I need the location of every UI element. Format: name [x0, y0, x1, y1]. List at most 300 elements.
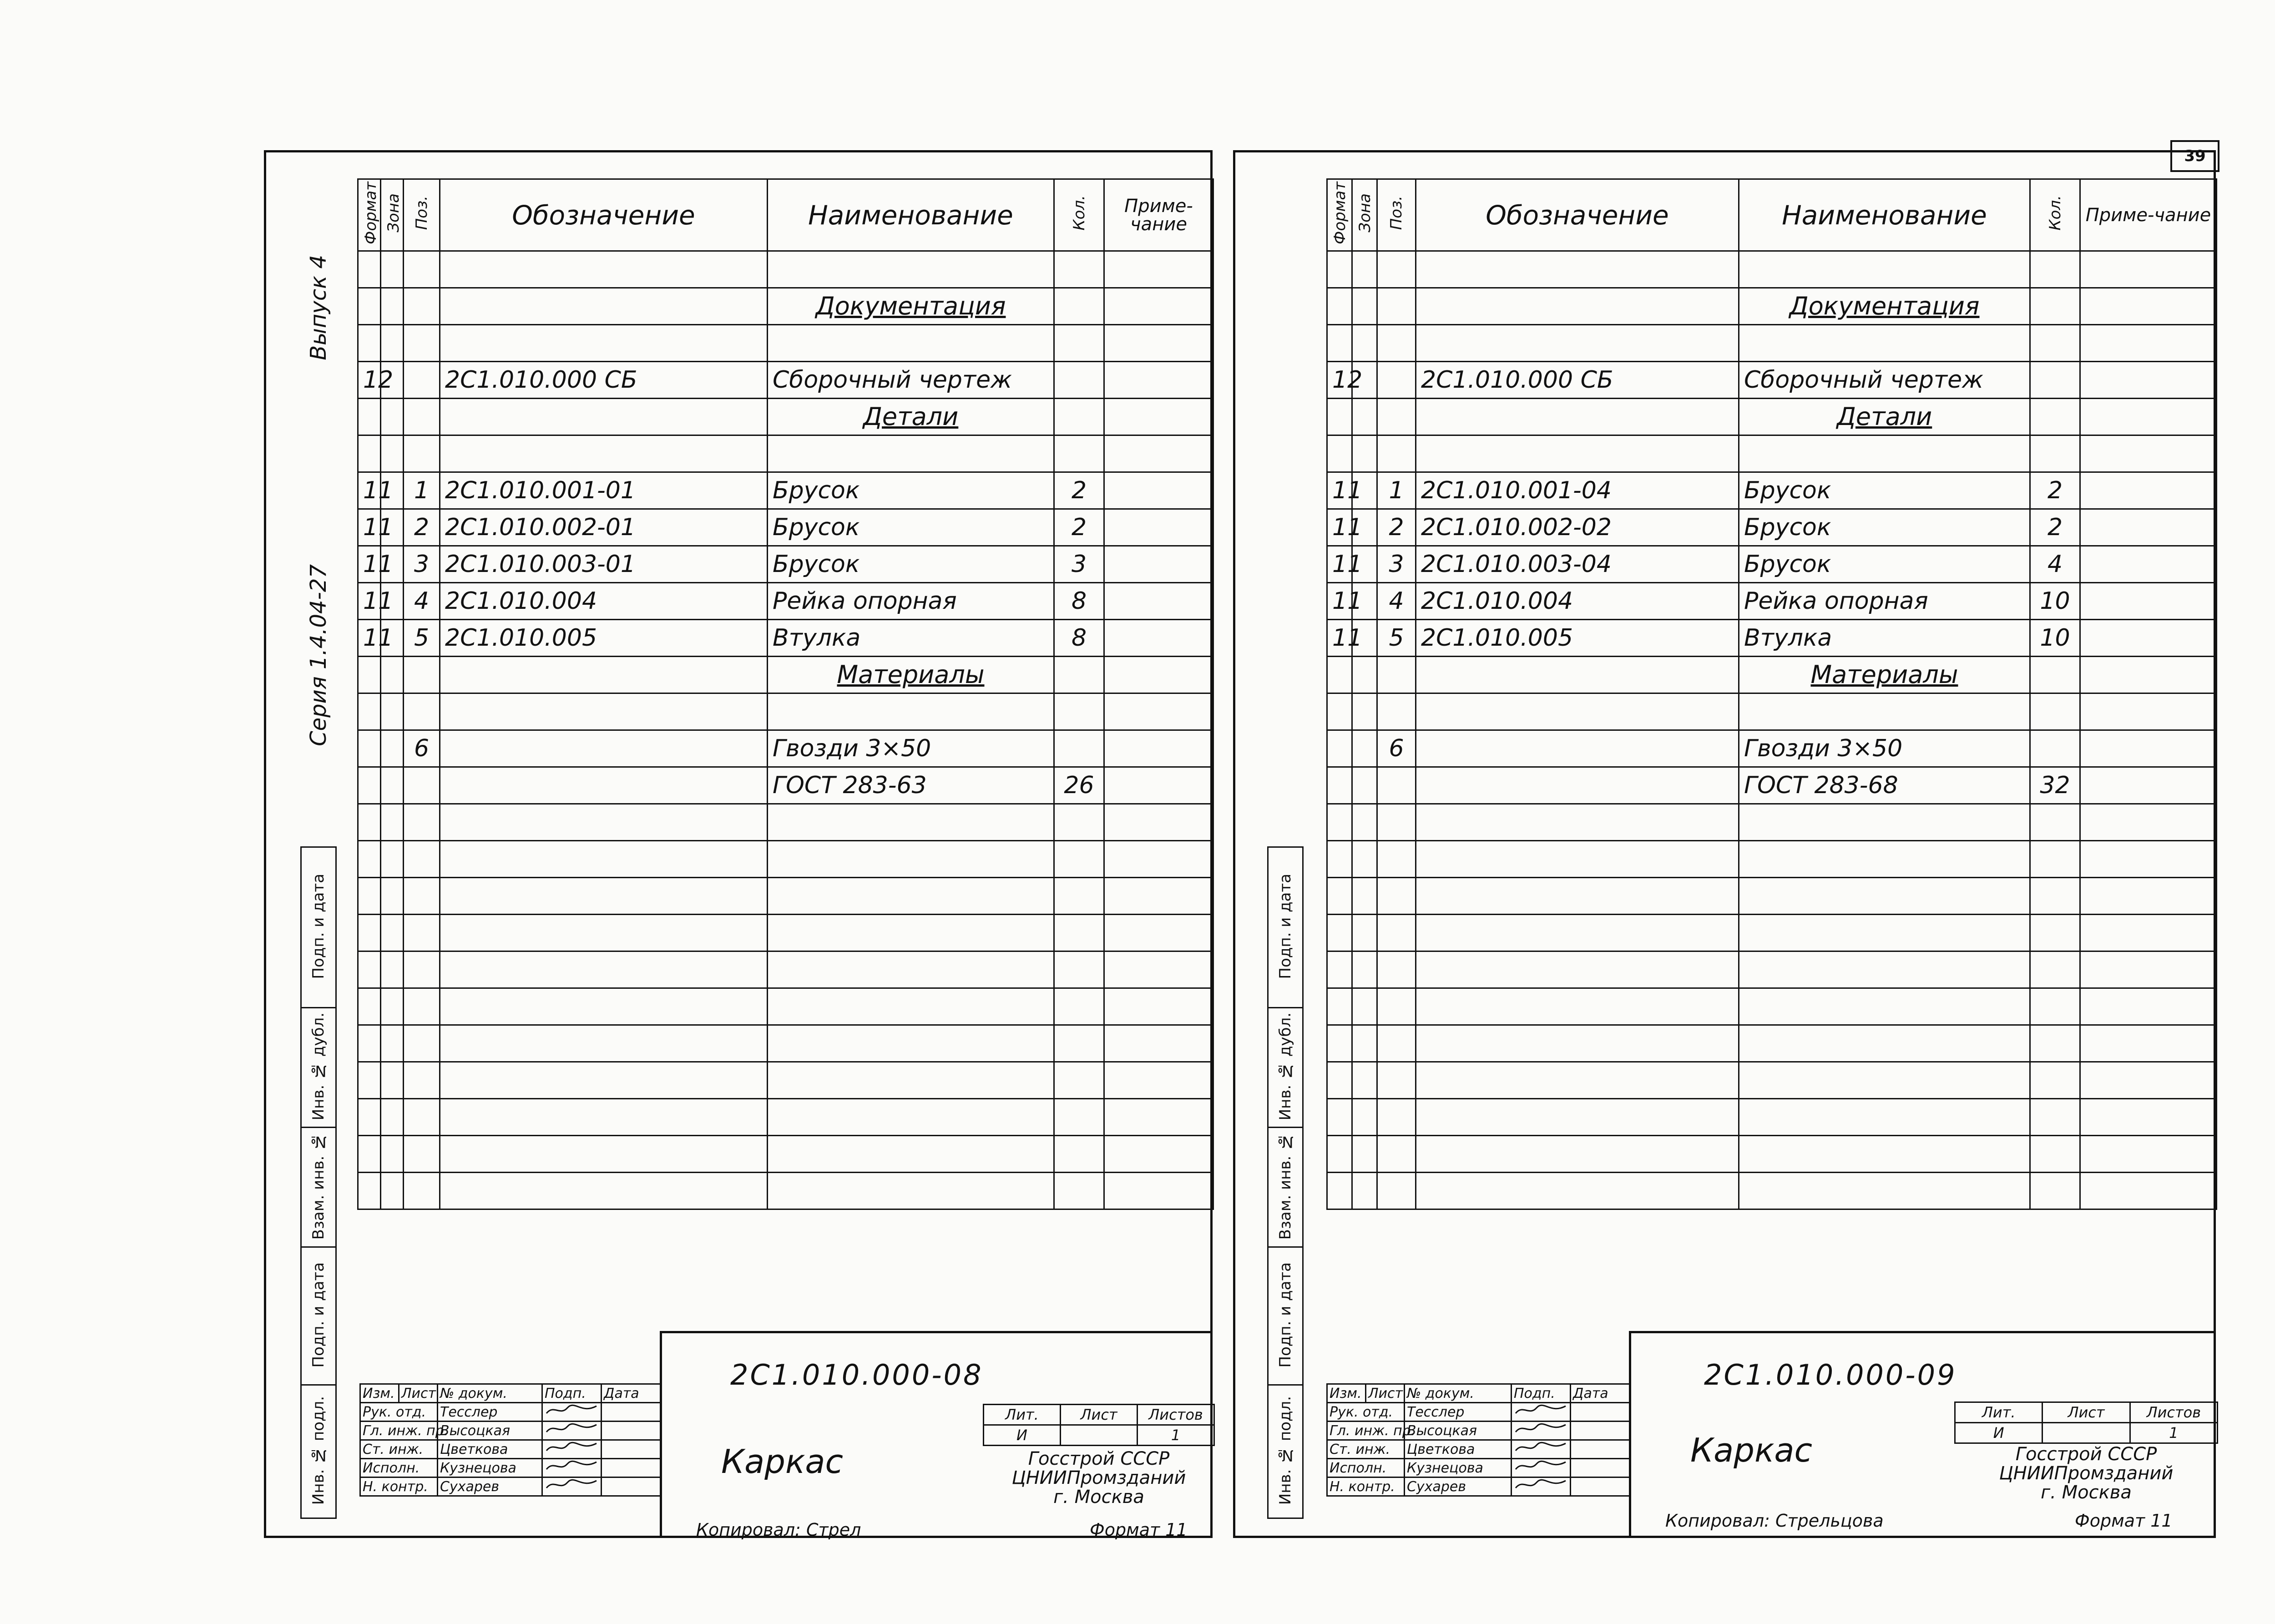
cell-fmt [1327, 1136, 1352, 1173]
cell-des [440, 1173, 768, 1209]
cell-pos: 4 [1377, 583, 1416, 620]
spec-row [1327, 509, 2217, 546]
cell-note [1104, 915, 1213, 951]
cell-qty [2030, 878, 2080, 915]
cell-des [440, 325, 768, 362]
header-zone-r: Зона [1352, 179, 1377, 251]
cell-pos: 4 [404, 583, 440, 620]
org-left: Госстрой СССР ЦНИИПромзданий г. Москва [1011, 1448, 1186, 1508]
cell-qty [2030, 1099, 2080, 1136]
spec-row [1327, 1025, 2217, 1062]
cell-pos [404, 951, 440, 988]
cell-des: 2С1.010.005 [440, 620, 768, 657]
cell-zone [381, 804, 404, 841]
cell-note [2080, 693, 2217, 730]
signature-icon [1514, 1459, 1568, 1473]
cell-name [768, 693, 1054, 730]
cell-note [2080, 730, 2217, 767]
cell-pos: 1 [1377, 472, 1416, 509]
cell-pos [1377, 988, 1416, 1025]
cell-note [2080, 804, 2217, 841]
cell-note [1104, 325, 1213, 362]
cell-qty: 8 [1054, 583, 1104, 620]
cell-name [768, 1062, 1054, 1099]
cell-fmt [358, 325, 381, 362]
stamp-dup-inv: Инв. № дубл. [309, 1012, 328, 1121]
signer-role: Ст. инж. [360, 1440, 438, 1459]
cell-fmt: 12 [1327, 362, 1352, 399]
cell-fmt [358, 1099, 381, 1136]
signer-signature [542, 1403, 602, 1422]
spec-row [358, 362, 1213, 399]
sig-header-cell: № докум. [438, 1384, 542, 1403]
cell-name [768, 1099, 1054, 1136]
cell-des: 2С1.010.000 СБ [1416, 362, 1739, 399]
cell-zone [381, 399, 404, 435]
cell-fmt [358, 1173, 381, 1209]
title-block-right [1629, 1331, 2216, 1538]
cell-des: 2С1.010.002-02 [1416, 509, 1739, 546]
cell-qty: 2 [1054, 509, 1104, 546]
cell-note [2080, 435, 2217, 472]
doc-name-right: Каркас [1690, 1431, 1813, 1469]
cell-note [2080, 472, 2217, 509]
cell-qty [2030, 251, 2080, 288]
doc-code-left: 2С1.010.000-08 [730, 1358, 983, 1391]
cell-des [440, 767, 768, 804]
cell-qty [1054, 693, 1104, 730]
spec-row [358, 435, 1213, 472]
signer-date [1571, 1477, 1630, 1496]
cell-fmt: 11 [1327, 509, 1352, 546]
cell-pos [404, 1062, 440, 1099]
cell-zone [1352, 915, 1377, 951]
cell-fmt: 11 [358, 620, 381, 657]
header-pos-r: Поз. [1377, 179, 1416, 251]
spec-row [1327, 362, 2217, 399]
header-name-r: Наименование [1739, 179, 2030, 251]
cell-qty: 2 [2030, 509, 2080, 546]
cell-zone [1352, 325, 1377, 362]
cell-name [1739, 1136, 2030, 1173]
cell-des [440, 841, 768, 878]
cell-name [1739, 693, 2030, 730]
cell-des [440, 1025, 768, 1062]
cell-qty: 10 [2030, 620, 2080, 657]
cell-note [2080, 546, 2217, 583]
signature-table-left [359, 1383, 661, 1497]
cell-fmt: 11 [358, 472, 381, 509]
signature-icon [1514, 1441, 1568, 1454]
cell-fmt: 12 [358, 362, 381, 399]
cell-note [2080, 251, 2217, 288]
cell-fmt [1327, 804, 1352, 841]
lit-table-right: Лит. Лист Листов И 1 [1954, 1401, 2218, 1444]
cell-des: 2С1.010.004 [1416, 583, 1739, 620]
cell-note [2080, 325, 2217, 362]
spec-row [358, 288, 1213, 325]
spec-row [358, 730, 1213, 767]
cell-name: Материалы [768, 657, 1054, 693]
cell-note [2080, 988, 2217, 1025]
signer-date [602, 1459, 661, 1477]
cell-note [1104, 804, 1213, 841]
spec-row [358, 988, 1213, 1025]
spec-row [1327, 472, 2217, 509]
cell-des: 2С1.010.002-01 [440, 509, 768, 546]
signature-icon [545, 1422, 599, 1436]
signer-row [360, 1422, 661, 1440]
cell-des [1416, 988, 1739, 1025]
cell-pos [1377, 1099, 1416, 1136]
cell-pos [1377, 767, 1416, 804]
cell-qty: 26 [1054, 767, 1104, 804]
cell-pos [404, 1025, 440, 1062]
cell-fmt [358, 1062, 381, 1099]
cell-des [1416, 730, 1739, 767]
cell-pos [1377, 1136, 1416, 1173]
spec-body-left [358, 251, 1213, 1209]
spec-row [1327, 399, 2217, 435]
cell-note [2080, 509, 2217, 546]
cell-name: Сборочный чертеж [768, 362, 1054, 399]
cell-qty [1054, 1173, 1104, 1209]
cell-name [1739, 988, 2030, 1025]
spec-row [1327, 325, 2217, 362]
cell-note [2080, 657, 2217, 693]
header-pos: Поз. [404, 179, 440, 251]
header-designation-r: Обозначение [1416, 179, 1739, 251]
cell-zone [381, 288, 404, 325]
cell-fmt [1327, 435, 1352, 472]
cell-pos [1377, 435, 1416, 472]
header-zone: Зона [381, 179, 404, 251]
cell-fmt [358, 767, 381, 804]
cell-zone [381, 325, 404, 362]
signer-signature [542, 1459, 602, 1477]
cell-pos [1377, 325, 1416, 362]
cell-note [1104, 251, 1213, 288]
signer-signature [1512, 1403, 1571, 1422]
cell-des [1416, 1099, 1739, 1136]
cell-pos: 2 [404, 509, 440, 546]
header-name: Наименование [768, 179, 1054, 251]
cell-zone [381, 251, 404, 288]
cell-pos: 2 [1377, 509, 1416, 546]
cell-qty: 10 [2030, 583, 2080, 620]
cell-fmt [1327, 988, 1352, 1025]
cell-fmt [1327, 399, 1352, 435]
cell-qty [2030, 841, 2080, 878]
signer-role: Гл. инж. пр. [360, 1422, 438, 1440]
signer-date [602, 1403, 661, 1422]
cell-name: Детали [768, 399, 1054, 435]
cell-des [1416, 657, 1739, 693]
signature-icon [1514, 1478, 1568, 1492]
cell-qty [1054, 804, 1104, 841]
sig-header-cell: Подп. [542, 1384, 602, 1403]
org-right: Госстрой СССР ЦНИИПромзданий г. Москва [1999, 1444, 2174, 1503]
cell-name: Документация [1739, 288, 2030, 325]
spec-row [358, 325, 1213, 362]
cell-pos [404, 693, 440, 730]
cell-pos [404, 1173, 440, 1209]
cell-name [1739, 325, 2030, 362]
spec-row [358, 509, 1213, 546]
cell-name [1739, 435, 2030, 472]
cell-fmt: 11 [1327, 620, 1352, 657]
cell-name [768, 1025, 1054, 1062]
spec-row [1327, 1136, 2217, 1173]
signer-name: Тесслер [438, 1403, 542, 1422]
signer-role: Н. контр. [360, 1477, 438, 1496]
stamp-sign-date-2-r: Подп. и дата [1276, 1262, 1294, 1368]
cell-qty [1054, 915, 1104, 951]
cell-des [1416, 251, 1739, 288]
signature-icon [545, 1478, 599, 1492]
cell-des [440, 1099, 768, 1136]
cell-zone [1352, 657, 1377, 693]
cell-qty: 4 [2030, 546, 2080, 583]
cell-des [440, 951, 768, 988]
spec-row [358, 583, 1213, 620]
doc-code-right: 2С1.010.000-09 [1704, 1358, 1957, 1391]
cell-qty [2030, 399, 2080, 435]
signer-row [360, 1477, 661, 1496]
doc-name-left: Каркас [721, 1442, 844, 1481]
spec-row [1327, 730, 2217, 767]
header-qty: Кол. [1054, 179, 1104, 251]
cell-zone [1352, 693, 1377, 730]
cell-zone [1352, 1099, 1377, 1136]
spec-row [1327, 915, 2217, 951]
cell-name: Гвозди 3×50 [768, 730, 1054, 767]
signer-role: Гл. инж. пр. [1327, 1422, 1405, 1440]
sig-header-row [1327, 1384, 1630, 1403]
spec-row [1327, 988, 2217, 1025]
spec-row [1327, 951, 2217, 988]
cell-zone [1352, 841, 1377, 878]
cell-des [440, 657, 768, 693]
cell-pos [1377, 251, 1416, 288]
cell-pos [1377, 804, 1416, 841]
cell-qty: 32 [2030, 767, 2080, 804]
cell-qty [1054, 951, 1104, 988]
cell-qty [1054, 399, 1104, 435]
cell-pos [1377, 288, 1416, 325]
cell-qty: 8 [1054, 620, 1104, 657]
stamp-replace-inv-r: Взам. инв. № [1276, 1133, 1294, 1240]
cell-des [1416, 1173, 1739, 1209]
signer-role: Рук. отд. [360, 1403, 438, 1422]
spec-row [1327, 1173, 2217, 1209]
sig-header-cell: Лист [399, 1384, 438, 1403]
cell-zone [1352, 767, 1377, 804]
spec-row [1327, 841, 2217, 878]
cell-name [768, 841, 1054, 878]
cell-fmt: 11 [1327, 583, 1352, 620]
cell-fmt: 11 [1327, 546, 1352, 583]
cell-pos [404, 804, 440, 841]
cell-qty [2030, 288, 2080, 325]
cell-pos: 5 [404, 620, 440, 657]
cell-des [440, 1136, 768, 1173]
cell-fmt: 11 [1327, 472, 1352, 509]
spec-row [1327, 251, 2217, 288]
cell-note [1104, 1136, 1213, 1173]
signer-signature [1512, 1422, 1571, 1440]
signer-name: Высоцкая [438, 1422, 542, 1440]
cell-fmt [1327, 767, 1352, 804]
cell-pos [404, 399, 440, 435]
cell-zone [381, 915, 404, 951]
cell-fmt [358, 878, 381, 915]
signer-row [360, 1403, 661, 1422]
cell-qty [1054, 1062, 1104, 1099]
signer-date [602, 1440, 661, 1459]
sig-header-cell: Дата [1571, 1384, 1630, 1403]
cell-des [440, 693, 768, 730]
cell-des [1416, 841, 1739, 878]
cell-name [768, 988, 1054, 1025]
cell-pos [1377, 693, 1416, 730]
cell-des: 2С1.010.005 [1416, 620, 1739, 657]
signature-icon [1514, 1422, 1568, 1436]
cell-qty [2030, 804, 2080, 841]
cell-name [1739, 251, 2030, 288]
cell-des [440, 399, 768, 435]
signer-row [1327, 1477, 1630, 1496]
signer-date [1571, 1459, 1630, 1477]
sig-header-cell: Изм. [1327, 1384, 1366, 1403]
cell-pos: 5 [1377, 620, 1416, 657]
cell-pos [404, 251, 440, 288]
stamp-orig-inv-r: Инв. № подл. [1276, 1396, 1294, 1505]
cell-pos [404, 288, 440, 325]
signer-name: Тесслер [1405, 1403, 1512, 1422]
cell-des [440, 435, 768, 472]
cell-zone [381, 841, 404, 878]
cell-name: Втулка [1739, 620, 2030, 657]
signer-name: Цветкова [438, 1440, 542, 1459]
spec-row [358, 878, 1213, 915]
cell-note [2080, 951, 2217, 988]
spec-row [1327, 435, 2217, 472]
cell-des [440, 878, 768, 915]
cell-des [1416, 1025, 1739, 1062]
cell-qty [1054, 988, 1104, 1025]
cell-qty [2030, 693, 2080, 730]
cell-des [440, 804, 768, 841]
signer-role: Ст. инж. [1327, 1440, 1405, 1459]
cell-name [1739, 1062, 2030, 1099]
stamp-column-right [1267, 846, 1304, 1519]
spec-row [1327, 804, 2217, 841]
signature-icon [545, 1459, 599, 1473]
cell-fmt [358, 1136, 381, 1173]
signature-icon [545, 1441, 599, 1454]
spec-row [358, 1173, 1213, 1209]
cell-pos [404, 435, 440, 472]
sig-header-cell: Лист [1366, 1384, 1405, 1403]
cell-name [1739, 1099, 2030, 1136]
cell-note [2080, 620, 2217, 657]
cell-zone [1352, 1025, 1377, 1062]
cell-zone [381, 693, 404, 730]
cell-name: Брусок [1739, 472, 2030, 509]
cell-note [2080, 915, 2217, 951]
cell-des [1416, 1136, 1739, 1173]
cell-name: Брусок [768, 472, 1054, 509]
cell-fmt: 11 [358, 546, 381, 583]
cell-zone [381, 951, 404, 988]
cell-pos [404, 767, 440, 804]
header-format: Формат [358, 179, 381, 251]
cell-des [1416, 325, 1739, 362]
header-note-r: Приме-чание [2080, 179, 2217, 251]
signer-date [602, 1477, 661, 1496]
cell-note [2080, 841, 2217, 878]
cell-name: Брусок [1739, 546, 2030, 583]
cell-pos: 6 [404, 730, 440, 767]
cell-fmt [1327, 1099, 1352, 1136]
spec-row [358, 472, 1213, 509]
cell-zone [1352, 1173, 1377, 1209]
cell-fmt [358, 399, 381, 435]
stamp-orig-inv: Инв. № подл. [309, 1396, 328, 1505]
cell-name: Рейка опорная [1739, 583, 2030, 620]
spec-row [358, 693, 1213, 730]
sig-header-cell: Дата [602, 1384, 661, 1403]
cell-zone [381, 657, 404, 693]
cell-pos [1377, 1025, 1416, 1062]
cell-name [768, 878, 1054, 915]
page-number: 39 [2170, 140, 2219, 172]
cell-qty [1054, 657, 1104, 693]
signer-date [1571, 1440, 1630, 1459]
cell-des [1416, 767, 1739, 804]
cell-name [1739, 804, 2030, 841]
cell-note [1104, 509, 1213, 546]
series-label: Серия 1.4.04-27 [306, 564, 331, 746]
cell-zone [381, 1025, 404, 1062]
cell-fmt [358, 251, 381, 288]
cell-pos [1377, 399, 1416, 435]
signer-row [1327, 1422, 1630, 1440]
signer-row [360, 1440, 661, 1459]
cell-name [1739, 841, 2030, 878]
cell-pos [1377, 878, 1416, 915]
cell-note [2080, 583, 2217, 620]
cell-fmt [1327, 693, 1352, 730]
cell-fmt [1327, 657, 1352, 693]
cell-des [1416, 915, 1739, 951]
cell-name [1739, 951, 2030, 988]
signer-row [360, 1459, 661, 1477]
cell-qty [2030, 1136, 2080, 1173]
cell-name: ГОСТ 283-68 [1739, 767, 2030, 804]
signer-row [1327, 1459, 1630, 1477]
cell-note [1104, 657, 1213, 693]
cell-zone [1352, 399, 1377, 435]
cell-zone [1352, 1136, 1377, 1173]
spec-row [358, 1062, 1213, 1099]
cell-note [2080, 878, 2217, 915]
spec-row [1327, 1062, 2217, 1099]
cell-fmt [1327, 325, 1352, 362]
spec-row [358, 1099, 1213, 1136]
cell-name: Рейка опорная [768, 583, 1054, 620]
